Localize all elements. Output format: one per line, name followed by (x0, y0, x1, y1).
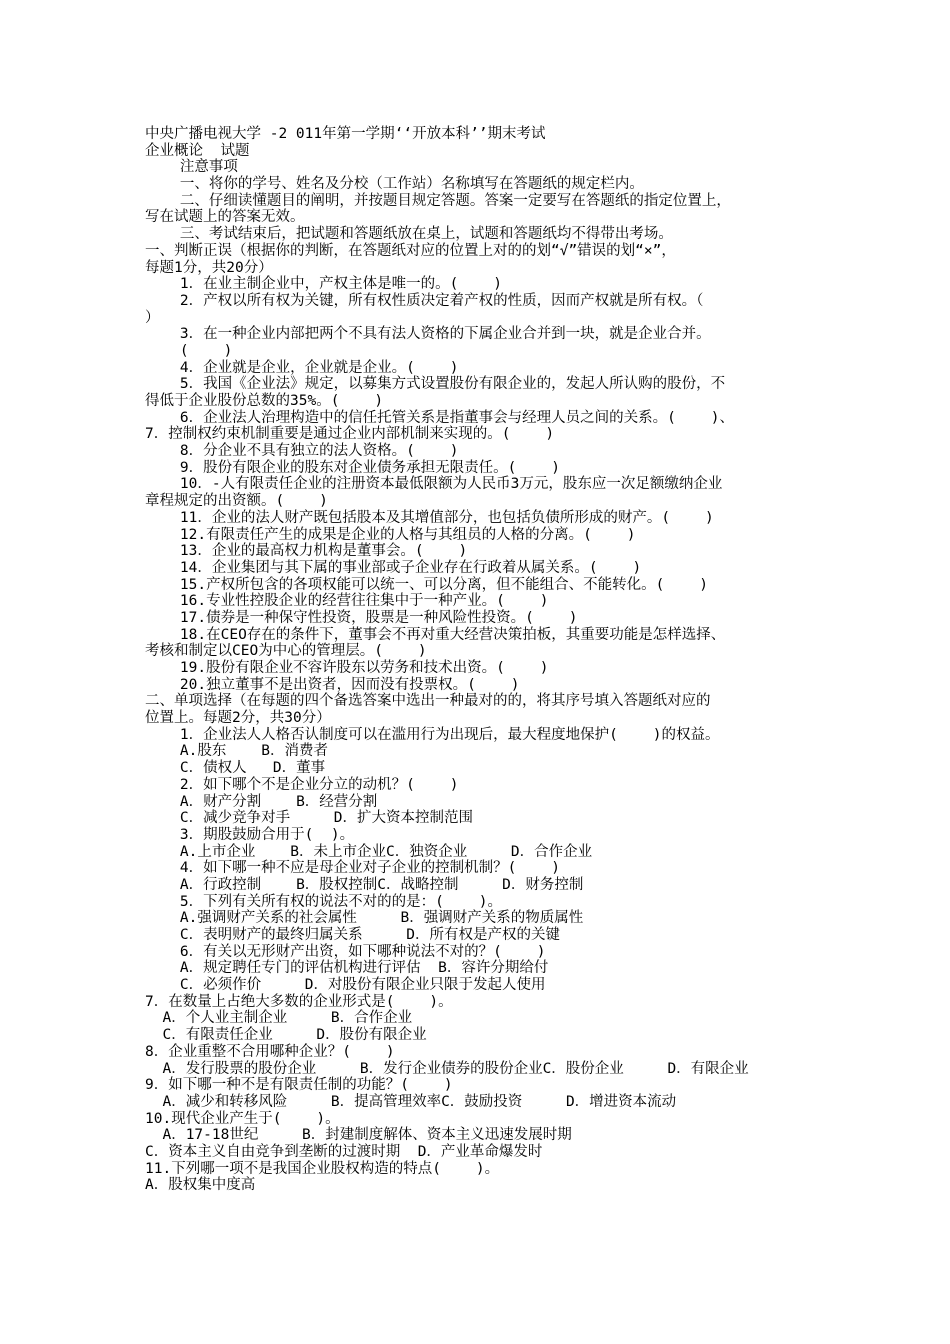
answer-options: A.上市企业 B．未上市企业C．独资企业 D．合作企业 (145, 843, 593, 860)
question-line: 14．企业集团与其下属的事业部或子企业存在行政着从属关系。( ) (145, 559, 642, 576)
question-line: 8．企业重整不合用哪种企业？( ) (145, 1043, 395, 1060)
answer-options: A．个人业主制企业 B．合作企业 (145, 1010, 413, 1027)
question-line: 1．在业主制企业中，产权主体是唯一的。( ) (145, 276, 503, 293)
question-line: 11.下列哪一项不是我国企业股权构造的特点( )。 (145, 1160, 500, 1177)
question-line: 考核和制定以CEO为中心的管理层。( ) (145, 643, 427, 660)
answer-options: C．资本主义自由竞争到垄断的过渡时期 D．产业革命爆发时 (145, 1143, 543, 1160)
section-heading: 二、单项选择（在每题的四个备选答案中选出一种最对的的，将其序号填入答题纸对应的 (145, 693, 711, 710)
question-line: 5．下列有关所有权的说法不对的的是：( )。 (145, 893, 503, 910)
question-line: 4．如下哪一种不应是母企业对子企业的控制机制？( ) (145, 860, 561, 877)
question-line: 4．企业就是企业，企业就是企业。( ) (145, 359, 459, 376)
section-heading-continued: 位置上。每题2分，共30分） (145, 710, 331, 727)
answer-options: C．表明财产的最终归属关系 D．所有权是产权的关键 (145, 927, 561, 943)
notice-item-continued: 写在试题上的答案无效。 (145, 209, 305, 226)
question-line: 1．企业法人人格否认制度可以在滥用行为出现后，最大程度地保护( )的权益。 (145, 726, 720, 743)
question-line: 章程规定的出资额。( ) (145, 493, 328, 510)
answer-options: C．有限责任企业 D．股份有限企业 (145, 1027, 427, 1044)
question-line: 12.有限责任产生的成果是企业的人格与其组员的人格的分离。( ) (145, 526, 636, 543)
question-line: 3．期股鼓励合用于( )。 (145, 826, 355, 843)
question-line: 16.专业性控股企业的经营往往集中于一种产业。( ) (145, 593, 549, 610)
notice-item: 三、考试结束后，把试题和答题纸放在桌上，试题和答题纸均不得带出考场。 (145, 226, 673, 243)
question-line: 9．如下哪一种不是有限责任制的功能？( ) (145, 1077, 453, 1094)
answer-options: C．必须作价 D．对股份有限企业只限于发起人使用 (145, 977, 546, 994)
question-line: 15.产权所包含的各项权能可以统一、可以分离，但不能组合、不能转化。( ) (145, 576, 708, 593)
notice-item: 二、仔细读懂题目的阐明，并按题目规定答题。答案一定要写在答题纸的指定位置上， (145, 192, 731, 209)
question-line: 7．控制权约束机制重要是通过企业内部机制来实现的。( ) (145, 426, 555, 443)
question-line: 5．我国《企业法》规定，以募集方式设置股份有限企业的，发起人所认购的股份，不 (145, 376, 726, 393)
exam-subtitle: 企业概论 试题 (145, 142, 250, 159)
question-line: 17.债券是一种保守性投资，股票是一种风险性投资。( ) (145, 609, 578, 626)
exam-title: 中央广播电视大学 -2 011年第一学期‘‘开放本科’’期末考试 (145, 126, 546, 142)
answer-options: A．规定聘任专门的评估机构进行评估 B．容许分期给付 (145, 960, 549, 977)
question-line: 7．在数量上占绝大多数的企业形式是( )。 (145, 993, 453, 1010)
question-line: 9．股份有限企业的股东对企业债务承担无限责任。( ) (145, 459, 561, 476)
question-line: 6．企业法人治理构造中的信任托管关系是指董事会与经理人员之间的关系。( )、 (145, 409, 735, 426)
question-line: 得低于企业股份总数的35%。( ) (145, 393, 384, 409)
question-line: 6．有关以无形财产出资，如下哪种说法不对的？( ) (145, 943, 546, 960)
question-line: 10．-人有限责任企业的注册资本最低限额为人民币3万元，股东应一次足额缴纳企业 (145, 476, 723, 493)
notice-heading: 注意事项 (145, 159, 238, 176)
question-line: 20.独立董事不是出资者，因而没有投票权。( ) (145, 676, 520, 693)
answer-options: A.强调财产关系的社会属性 B．强调财产关系的物质属性 (145, 910, 584, 927)
answer-options: A．行政控制 B．股权控制C．战略控制 D．财务控制 (145, 876, 584, 893)
answer-options: A．减少和转移风险 B．提高管理效率C．鼓励投资 D．增进资本流动 (145, 1093, 677, 1110)
question-line: 3．在一种企业内部把两个不具有法人资格的下属企业合并到一块，就是企业合并。 (145, 326, 711, 343)
question-line: 8．分企业不具有独立的法人资格。( ) (145, 443, 459, 460)
answer-options: A．17-18世纪 B．封建制度解体、资本主义迅速发展时期 (145, 1127, 572, 1144)
answer-options: C．减少竞争对手 D．扩大资本控制范围 (145, 810, 474, 827)
question-line: 11．企业的法人财产既包括股本及其增值部分，也包括负债所形成的财产。( ) (145, 509, 714, 526)
question-line: 10.现代企业产生于( )。 (145, 1110, 340, 1127)
answer-options: A．发行股票的股份企业 B．发行企业债券的股份企业C．股份企业 D．有限企业 (145, 1060, 749, 1077)
section-heading: 一、判断正误（根据你的判断，在答题纸对应的位置上对的的划“√”错误的划“×”， (145, 242, 676, 259)
answer-options: A．财产分割 B．经营分割 (145, 793, 378, 810)
question-line: ( ) (145, 342, 233, 359)
question-line: 19.股份有限企业不容许股东以劳务和技术出资。( ) (145, 660, 549, 676)
question-line: ） (145, 309, 160, 326)
question-line: 13．企业的最高权力机构是董事会。( ) (145, 543, 468, 560)
notice-item: 一、将你的学号、姓名及分校（工作站）名称填写在答题纸的规定栏内。 (145, 176, 644, 193)
section-heading-continued: 每题1分，共20分） (145, 259, 273, 276)
question-line: 2．产权以所有权为关键，所有权性质决定着产权的性质，因而产权就是所有权。（ (145, 292, 704, 309)
exam-document (145, 126, 825, 1194)
answer-options: A.股东 B．消费者 (145, 743, 329, 760)
answer-options: C．债权人 D．董事 (145, 760, 326, 777)
answer-options: A．股权集中度高 (145, 1177, 256, 1194)
question-line: 2．如下哪个不是企业分立的动机？( ) (145, 776, 459, 793)
question-line: 18.在CEO存在的条件下，董事会不再对重大经营决策拍板，其重要功能是怎样选择、 (145, 626, 726, 643)
